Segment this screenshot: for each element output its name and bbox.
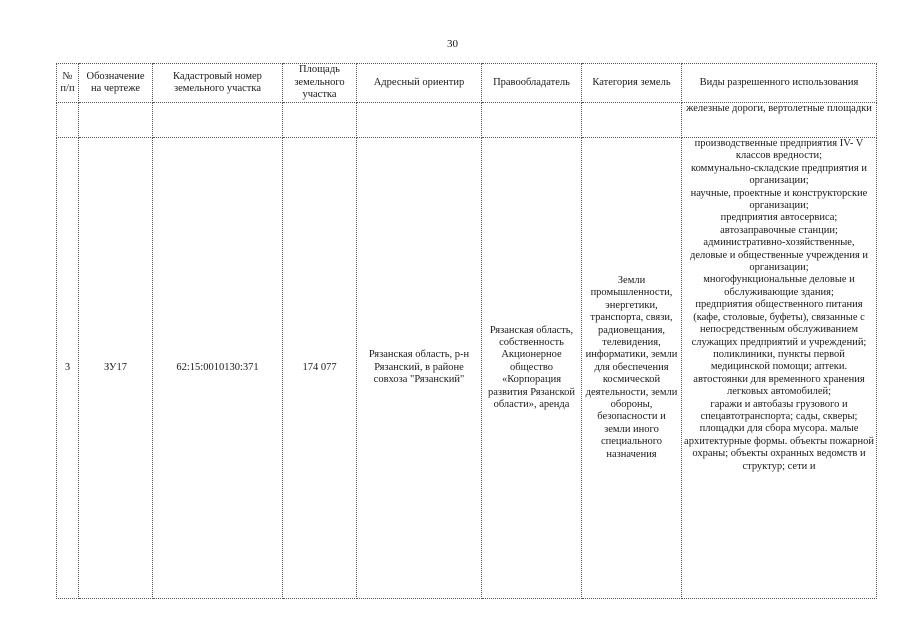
cell-empty: [482, 103, 582, 138]
continuation-row: [57, 103, 877, 138]
header-designation: Обозначение на чертеже: [79, 64, 153, 103]
cell-category: Земли промышленности, энергетики, транспорта, связи, радиовещания, телевидения, информатики, земли для обеспечения космической деятельности, земли обороны, безопасности и земли иного специального назначения: [582, 138, 682, 599]
use-item: предприятия автосервиса;: [720, 212, 838, 224]
cell-uses-continuation: железные дороги, вертолетные площадки: [682, 103, 877, 138]
cell-address: Рязанская область, р-н Рязанский, в районе совхоза "Рязанский": [357, 138, 482, 599]
cell-empty: [79, 103, 153, 138]
cell-area: 174 077: [283, 138, 357, 599]
cell-empty: [57, 103, 79, 138]
use-item: автостоянки для временного хранения легковых автомобилей;: [693, 373, 865, 398]
use-item: коммунально-складские предприятия и организации;: [691, 162, 867, 187]
use-item: административно-хозяйственные, деловые и общественные учреждения и организации;: [689, 237, 869, 274]
use-item: многофункциональные деловые и обслуживающие здания;: [703, 274, 855, 298]
cell-empty: [153, 103, 283, 138]
table-header-row: [57, 64, 877, 103]
cell-empty: [283, 103, 357, 138]
header-area: Площадь земельного участка: [283, 64, 357, 103]
use-item: гаражи и автобазы грузового и спецавтотранспорта; сады, скверы; площадки для сбора мусора. малые архитектурные формы. объекты пожарной охраны; объекты охранных ведомств и структур; сети и: [684, 398, 874, 472]
land-plots-table: [56, 63, 877, 599]
use-item: предприятия общественного питания (кафе, столовые, буфеты), связанные с непосредственным обслуживанием служащих предприятий и учреждений;: [691, 299, 867, 348]
use-item: производственные предприятия IV- V классов вредности;: [694, 138, 864, 162]
header-cadastral: Кадастровый номер земельного участка: [153, 64, 283, 103]
use-item: научные, проектные и конструкторские организации;: [690, 187, 868, 212]
header-category: Категория земель: [582, 64, 682, 103]
header-uses: Виды разрешенного использования: [682, 64, 877, 103]
header-owner: Правообладатель: [482, 64, 582, 103]
cell-empty: [357, 103, 482, 138]
use-item: автозаправочные станции;: [720, 224, 838, 236]
cell-uses: [682, 138, 877, 599]
header-address: Адресный ориентир: [357, 64, 482, 103]
cell-designation: ЗУ17: [79, 138, 153, 599]
page-number: 30: [447, 38, 458, 50]
cell-num: 3: [57, 138, 79, 599]
cell-cadastral: 62:15:0010130:371: [153, 138, 283, 599]
table-row: [57, 138, 877, 599]
use-item: поликлиники, пункты первой медицинской помощи; аптеки.: [710, 348, 848, 373]
header-num: № п/п: [57, 64, 79, 103]
cell-owner: Рязанская область, собственность Акционерное общество «Корпорация развития Рязанской области», аренда: [482, 138, 582, 599]
cell-empty: [582, 103, 682, 138]
